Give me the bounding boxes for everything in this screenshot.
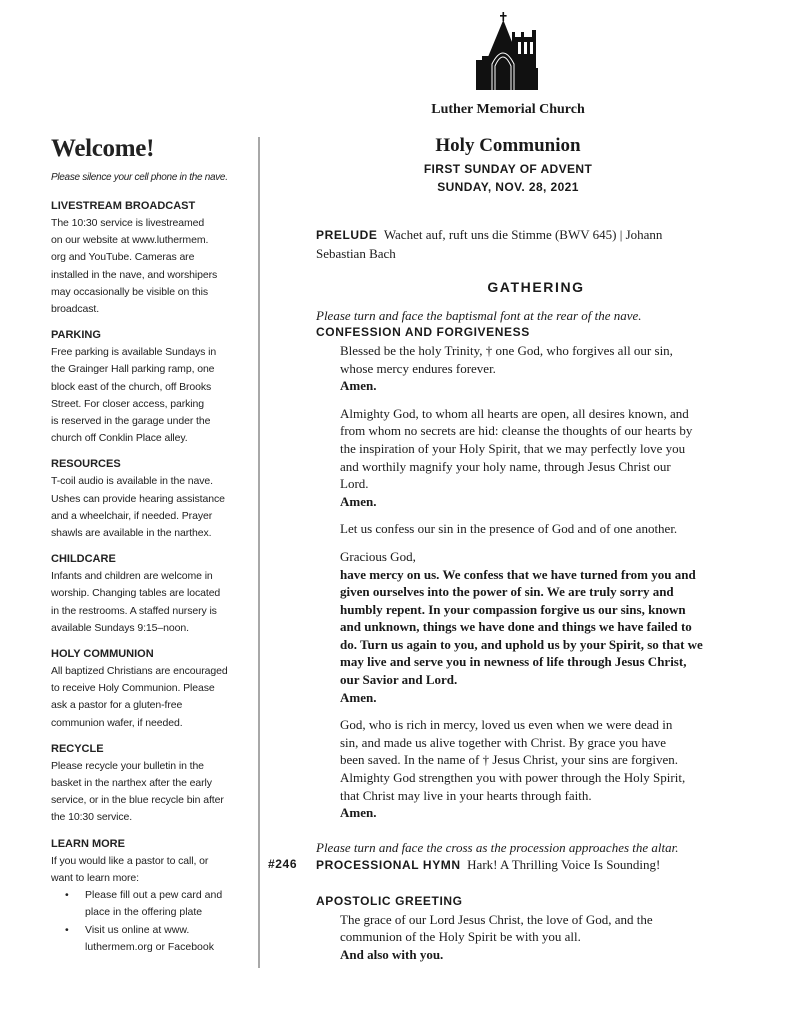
text-line: The 10:30 service is livestreamed	[51, 217, 205, 229]
text-line: If you would like a pastor to call, or	[51, 854, 209, 867]
section-heading: LIVESTREAM BROADCAST	[51, 200, 196, 212]
resources-section	[51, 456, 251, 542]
list-item	[65, 887, 251, 921]
hymn-number: #246	[268, 857, 298, 872]
text-line: may occasionally be visible on this	[51, 285, 208, 298]
liturgy-content	[268, 226, 756, 963]
text-line: whose mercy endures forever.	[340, 360, 496, 376]
text-line: T-coil audio is available in the nave.	[51, 475, 213, 488]
text-line: installed in the nave, and worshipers	[51, 268, 218, 281]
text-line: shawls are available in the narthex.	[51, 527, 212, 540]
text-line: is reserved in the garage under the	[51, 415, 211, 428]
service-title: Holy Communion	[435, 135, 581, 156]
greeting-response: And also with you.	[340, 946, 444, 962]
prelude-title-cont: Sebastian Bach	[316, 245, 396, 261]
text-line: Street. For closer access, parking	[51, 397, 204, 410]
text-line: from whom no secrets are hid: cleanse the thoughts of our hearts by	[340, 423, 693, 439]
section-text	[51, 215, 251, 318]
text-line: Please recycle your bulletin in the	[51, 759, 204, 772]
section-text	[51, 568, 251, 637]
section-text	[51, 663, 251, 732]
column-divider	[258, 137, 260, 968]
livestream-section	[51, 198, 251, 318]
section-text	[51, 473, 251, 542]
text-line: luthermem.org or Facebook	[85, 940, 214, 953]
text-line: All baptized Christians are encouraged	[51, 665, 228, 678]
section-heading: RECYCLE	[51, 742, 104, 755]
text-line: have mercy on us. We confess that we have turned from you and	[340, 566, 696, 582]
gathering-heading: GATHERING	[487, 279, 585, 296]
prelude	[316, 226, 756, 262]
text-line: service, or in the blue recycle bin after	[51, 794, 224, 807]
text-line: want to learn more:	[51, 871, 139, 884]
text-line: ask a pastor for a gluten-free	[51, 699, 183, 712]
text-line: org and YouTube. Cameras are	[51, 251, 195, 264]
amen-response: Amen.	[340, 493, 377, 509]
text-line: the Grainger Hall parking ramp, one	[51, 363, 215, 376]
absolution	[340, 716, 756, 822]
learn-more-section	[51, 836, 251, 956]
silence-phone-note: Please silence your cell phone in the nave.	[51, 172, 228, 183]
section-heading: HOLY COMMUNION	[51, 648, 154, 661]
greeting-text	[316, 911, 756, 964]
amen-response: Amen.	[340, 689, 377, 705]
text-line: block east of the church, off Brooks	[51, 380, 212, 393]
prayer-of-day	[340, 405, 756, 511]
learn-more-list	[65, 887, 251, 956]
text-line: Infants and children are welcome in	[51, 570, 213, 583]
section-text	[51, 758, 251, 827]
text-line: communion wafer, if needed.	[51, 716, 183, 729]
welcome-title: Welcome!	[51, 135, 155, 162]
text-line: Gracious God,	[340, 548, 416, 564]
childcare-section	[51, 551, 251, 637]
text-line: • Please fill out a pew card and	[85, 889, 223, 902]
text-line: basket in the narthex after the early	[51, 777, 212, 790]
invitation: Let us confess our sin in the presence of God and of one another.	[340, 521, 678, 537]
text-line: worship. Changing tables are located	[51, 587, 221, 600]
confession-text	[316, 342, 756, 822]
church-silhouette-icon	[474, 12, 538, 90]
text-line: sin, and made us alive together with Christ. By grace you have	[340, 734, 667, 750]
confession-prayer	[340, 548, 756, 706]
text-line: Lord.	[340, 476, 369, 492]
parking-section	[51, 327, 251, 447]
text-line: on our website at www.luthermem.	[51, 234, 209, 247]
section-text	[51, 853, 251, 887]
section-heading: CHILDCARE	[51, 553, 116, 566]
text-line: the inspiration of your Holy Spirit, that we may perfectly love you	[340, 440, 686, 456]
text-line: God, who is rich in mercy, loved us even when we were dead in	[340, 717, 673, 733]
text-line: do. Turn us again to you, and uphold us by your Spirit, so that we	[340, 636, 703, 652]
amen-response: Amen.	[340, 805, 377, 821]
greeting-label: APOSTOLIC GREETING	[316, 894, 463, 908]
holy-communion-section	[51, 646, 251, 732]
rubric-font: Please turn and face the baptismal font at the rear of the nave.	[316, 307, 642, 323]
text-line: our Savior and Lord.	[340, 672, 458, 688]
text-line: and unknown, things we have done and things we have failed to	[340, 619, 692, 635]
text-line: in the restrooms. A staffed nursery is	[51, 604, 217, 617]
occasion: FIRST SUNDAY OF ADVENT	[423, 162, 593, 176]
text-line: place in the offering plate	[85, 906, 203, 919]
section-heading: PARKING	[51, 329, 101, 342]
prelude-title: Wachet auf, ruft uns die Stimme (BWV 645) | Johann	[383, 227, 663, 242]
hymn-title: Hark! A Thrilling Voice Is Sounding!	[467, 857, 661, 873]
text-line: that Christ may live in your hearts through faith.	[340, 787, 592, 803]
processional-hymn	[268, 856, 756, 875]
hymn-label: PROCESSIONAL HYMN	[316, 858, 461, 873]
recycle-section	[51, 741, 251, 827]
prelude-label: PRELUDE	[316, 228, 378, 242]
text-line: been saved. In the name of † Jesus Christ, your sins are forgiven.	[340, 752, 679, 768]
church-name: Luther Memorial Church	[431, 102, 585, 117]
text-line: the 10:30 service.	[51, 811, 133, 824]
text-line: Almighty God strengthen you with power through the Holy Spirit,	[340, 770, 686, 786]
text-line: Ushes can provide hearing assistance	[51, 492, 225, 505]
confession-label: CONFESSION AND FORGIVENESS	[316, 325, 530, 340]
text-line: broadcast.	[51, 303, 100, 316]
amen-response: Amen.	[340, 378, 377, 394]
section-text	[51, 344, 251, 447]
rubric-cross: Please turn and face the cross as the procession approaches the altar.	[316, 839, 679, 855]
text-line: Free parking is available Sundays in	[51, 346, 217, 359]
service-date: SUNDAY, NOV. 28, 2021	[437, 180, 579, 194]
text-line: and a wheelchair, if needed. Prayer	[51, 509, 213, 522]
section-heading: RESOURCES	[51, 458, 121, 471]
text-line: may live and serve you in newness of life through Jesus Christ,	[340, 654, 687, 670]
text-line: • Visit us online at www.	[85, 923, 190, 936]
text-line: Almighty God, to whom all hearts are open, all desires known, and	[340, 405, 689, 421]
text-line: The grace of our Lord Jesus Christ, the love of God, and the	[340, 911, 653, 927]
text-line: church off Conklin Place alley.	[51, 432, 188, 445]
text-line: humbly repent. In your compassion forgive us our sins, known	[340, 601, 686, 617]
text-line: Blessed be the holy Trinity, † one God, who forgives all our sin,	[340, 342, 673, 358]
text-line: to receive Holy Communion. Please	[51, 682, 215, 695]
text-line: given ourselves into the power of sin. We are truly sorry and	[340, 584, 674, 600]
section-heading: LEARN MORE	[51, 837, 125, 850]
welcome-sidebar	[51, 134, 251, 965]
list-item	[65, 922, 251, 956]
text-line: communion of the Holy Spirit be with you all.	[340, 929, 581, 945]
text-line: available Sundays 9:15–noon.	[51, 621, 189, 634]
text-line: and worthily magnify your holy name, through Jesus Christ our	[340, 458, 671, 474]
